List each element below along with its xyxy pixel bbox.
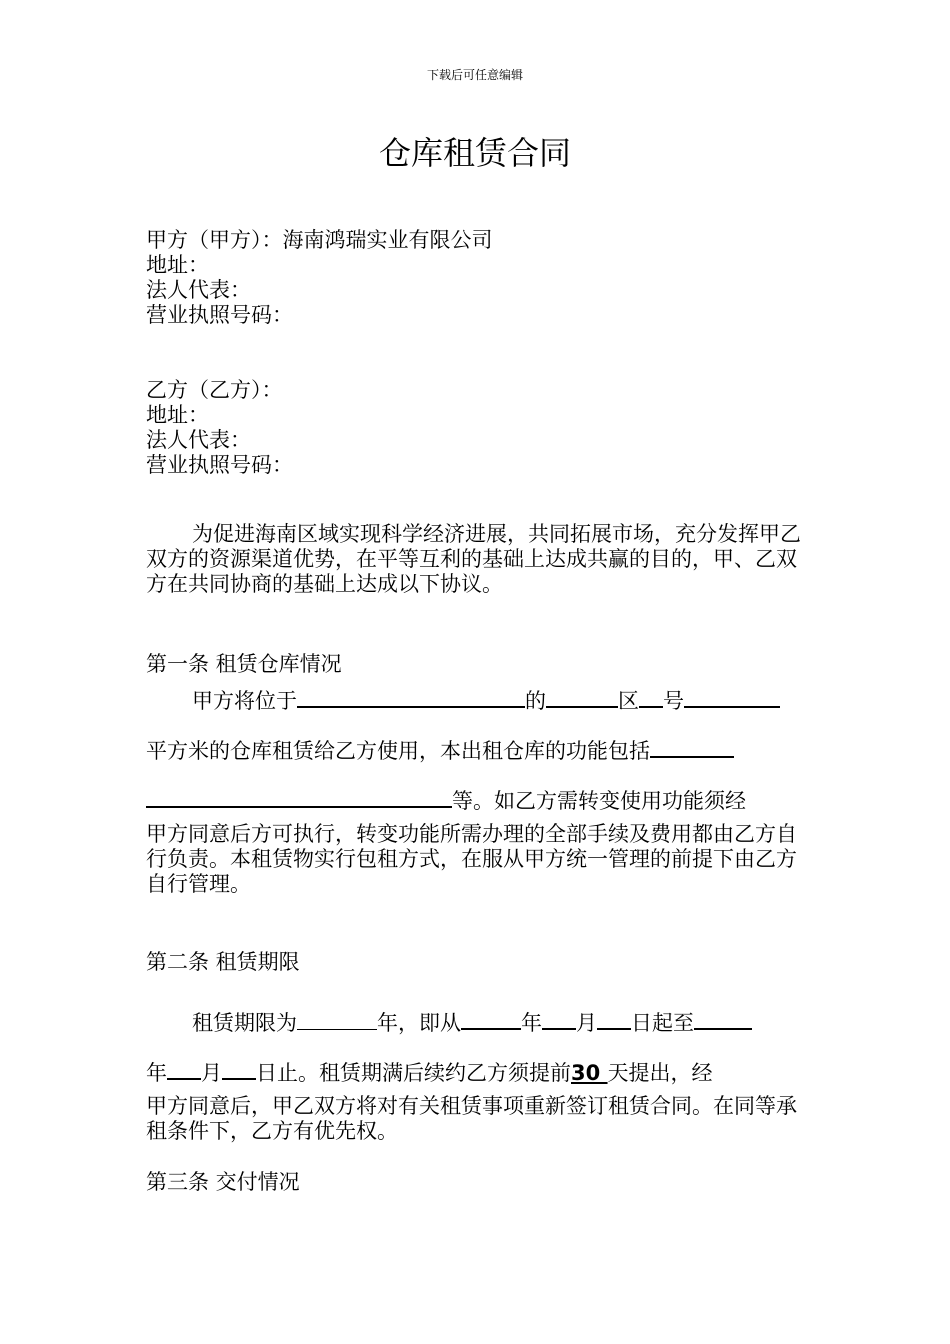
article-1-text: 等。如乙方需转变使用功能须经 — [452, 789, 746, 813]
start-day-blank — [597, 1006, 631, 1030]
end-day-blank — [222, 1056, 256, 1080]
article-1-text: 甲方将位于 — [192, 689, 297, 713]
page-header: 下载后可任意编辑 — [426, 68, 523, 82]
article-2-text: 租赁期限为 — [192, 1011, 297, 1035]
term-years-blank — [297, 1007, 377, 1030]
party-a-address: 地址： — [146, 253, 209, 277]
article-2-line-2 — [146, 1056, 713, 1087]
article-2-text: 天提出，经 — [607, 1061, 713, 1085]
function-blank — [650, 734, 734, 758]
document-title: 仓库租赁合同 — [378, 134, 571, 172]
party-a-name: 甲方（甲方）：海南鸿瑞实业有限公司 — [146, 228, 493, 252]
article-1-line-2 — [146, 734, 734, 765]
article-2-line-1 — [192, 1006, 752, 1037]
end-year-blank — [694, 1006, 752, 1030]
intro-paragraph: 为促进海南区域实现科学经济进展，共同拓展市场，充分发挥甲乙双方的资源渠道优势，在平等互利的基础上达成共赢的目的，甲、乙双方在共同协商的基础上达成以下协议。 — [146, 522, 801, 596]
party-b-address: 地址： — [146, 403, 209, 427]
party-b-license: 营业执照号码： — [146, 453, 293, 477]
article-1-heading: 第一条 租赁仓库情况 — [146, 652, 342, 676]
article-2-text: 年，即从 — [377, 1011, 461, 1035]
article-3-heading: 第三条 交付情况 — [146, 1170, 300, 1194]
start-year-blank — [461, 1006, 521, 1030]
article-2-rest: 甲方同意后，甲乙双方将对有关租赁事项重新签订租赁合同。在同等承租条件下，乙方有优先权。 — [146, 1094, 797, 1143]
article-1-line-3 — [146, 784, 746, 815]
article-1-text: 号 — [663, 689, 684, 713]
article-2-text: 年 — [146, 1061, 167, 1085]
article-1-rest: 甲方同意后方可执行，转变功能所需办理的全部手续及费用都由乙方自行负责。本租赁物实行包租方式，在服从甲方统一管理的前提下由乙方自行管理。 — [146, 822, 797, 896]
article-2-heading: 第二条 租赁期限 — [146, 950, 300, 974]
start-month-blank — [542, 1006, 576, 1030]
party-a-legal-rep: 法人代表： — [146, 278, 251, 302]
article-2-text: 日起至 — [631, 1011, 694, 1035]
party-b-legal-rep: 法人代表： — [146, 428, 251, 452]
article-1-text: 的 — [525, 689, 546, 713]
location-blank — [297, 684, 525, 708]
article-1-text: 平方米的仓库租赁给乙方使用，本出租仓库的功能包括 — [146, 739, 650, 763]
article-2-text: 年 — [521, 1011, 542, 1035]
notice-days: 30 — [571, 1061, 608, 1085]
function-blank-continued — [146, 784, 452, 808]
zone-blank — [546, 684, 618, 708]
article-2-text: 日止。租赁期满后续约乙方须提前 — [256, 1061, 571, 1085]
number-blank — [639, 684, 663, 708]
article-1-text: 区 — [618, 689, 639, 713]
party-b-name: 乙方（乙方）： — [146, 378, 283, 402]
article-2-text: 月 — [201, 1061, 222, 1085]
end-month-blank — [167, 1056, 201, 1080]
area-blank — [684, 684, 780, 708]
party-a-license: 营业执照号码： — [146, 303, 293, 327]
article-2-text: 月 — [576, 1011, 597, 1035]
article-1-line-1 — [192, 684, 780, 715]
